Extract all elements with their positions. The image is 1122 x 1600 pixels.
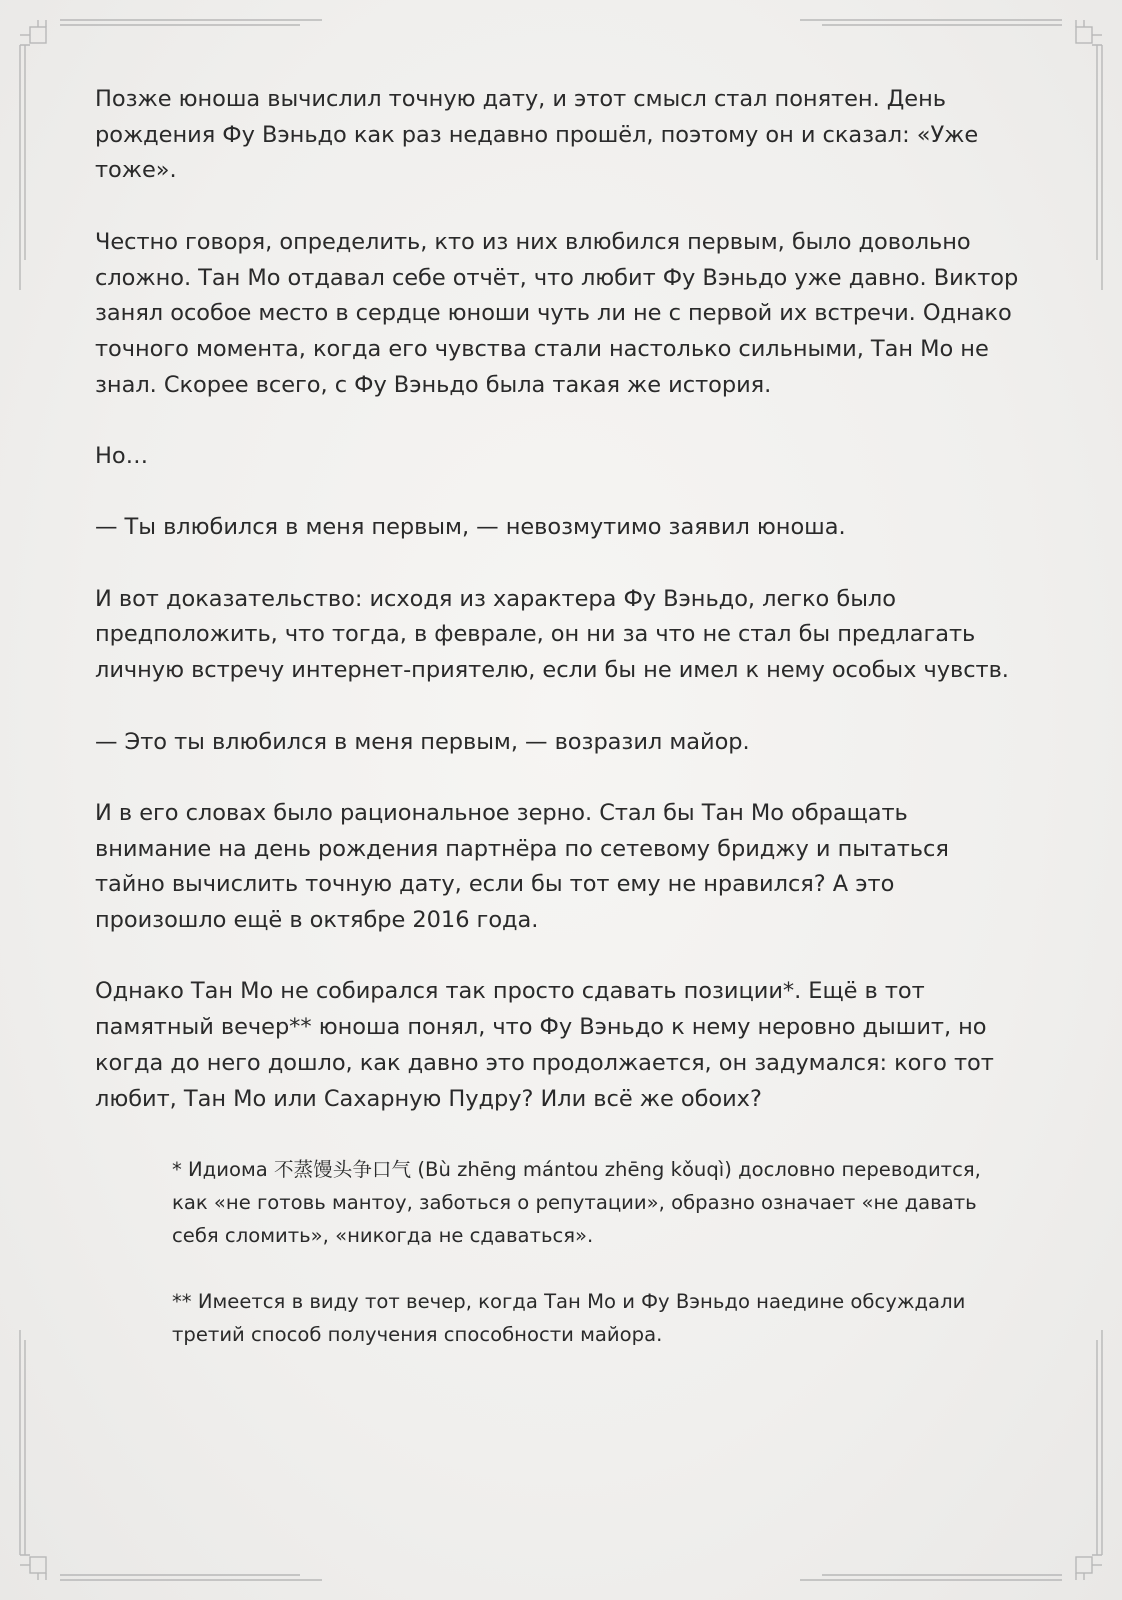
paragraph: И вот доказательство: исходя из характера Фу Вэньдо, легко было предположить, что тогда, в феврале, он ни за что не стал бы предлагать личную встречу интернет-приятелю, если бы не имел к нему особых чувств. [95,585,1009,684]
main-text [95,82,1025,1384]
paragraph: Позже юноша вычислил точную дату, и этот смысл стал понятен. День рождения Фу Вэньдо как раз недавно прошёл, поэтому он и сказал: «Уже тоже». [95,86,979,184]
paragraph: Но… [95,443,149,469]
paragraph: — Ты влюбился в меня первым, — невозмутимо заявил юноша. [95,514,846,541]
footnotes [172,1153,1002,1351]
footnote: * Идиома 不蒸馒头争口气 (Bù zhēng mántou zhēng kǒuqì) дословно переводится, как «не готовь мантоу, заботься о репутации», образно означает «не давать себя сломить», «никогда не сдаваться». [172,1157,981,1247]
paragraph: И в его словах было рациональное зерно. Стал бы Тан Мо обращать внимание на день рождения партнёра по сетевому бриджу и пытаться тайно вычислить точную дату, если бы тот ему не нравился? А это произошло ещё в октябре 2016 года. [95,799,949,934]
paragraph: Честно говоря, определить, кто из них влюбился первым, было довольно сложно. Тан Мо отдавал себе отчёт, что любит Фу Вэньдо уже давно. Виктор занял особое место в сердце юноши чуть ли не с первой их встречи. Однако точного момента, когда его чувства стали настолько сильными, Тан Мо не знал. Скорее всего, с Фу Вэньдо была такая же история. [95,228,1019,398]
footnote: ** Имеется в виду тот вечер, когда Тан Мо и Фу Вэньдо наедине обсуждали третий способ получения способности майора. [172,1289,966,1346]
paragraph: Однако Тан Мо не собирался так просто сдавать позиции*. Ещё в тот памятный вечер** юноша понял, что Фу Вэньдо к нему неровно дышит, но когда до него дошло, как давно это продолжается, он задумался: кого тот любит, Тан Мо или Сахарную Пудру? Или всё же обоих? [95,978,994,1112]
paragraph: — Это ты влюбился в меня первым, — возразил майор. [95,728,750,755]
